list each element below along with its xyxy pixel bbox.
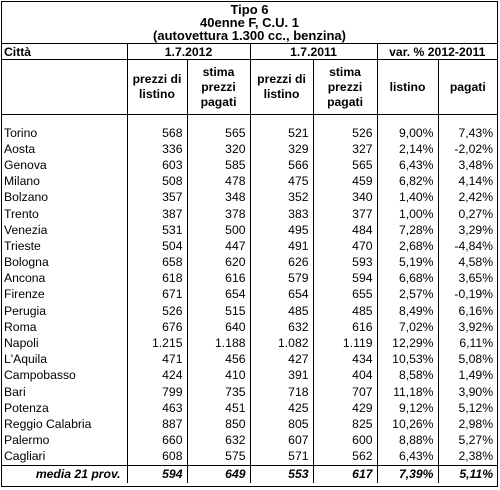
- col-header-var-list: listino: [377, 60, 438, 115]
- var-list-cell: 10,26%: [377, 416, 438, 432]
- city-cell: Perugia: [4, 303, 47, 318]
- list-price-2012-cell: 608: [127, 449, 187, 466]
- city-cell: Napoli: [4, 336, 39, 351]
- list-price-2011-cell: 491: [250, 238, 313, 254]
- paid-price-2012-cell: 378: [187, 206, 250, 222]
- list-price-2011-cell: 718: [250, 384, 313, 400]
- list-price-2011-cell: 521: [250, 125, 313, 141]
- var-list-cell: 6,68%: [377, 271, 438, 287]
- var-list-cell: 9,00%: [377, 125, 438, 141]
- table-row: [2, 271, 497, 287]
- table-row: [2, 238, 497, 254]
- table-row: [2, 368, 497, 384]
- list-price-2012-cell: 660: [127, 433, 187, 449]
- list-price-2012-cell: 887: [127, 416, 187, 432]
- list-price-2012-cell: 618: [127, 271, 187, 287]
- table-row: [2, 125, 497, 141]
- var-list-cell: 8,49%: [377, 303, 438, 319]
- var-list-cell: 8,58%: [377, 368, 438, 384]
- paid-price-2012-cell: 575: [187, 449, 250, 466]
- avg-list-2012: 594: [127, 465, 187, 483]
- city-cell: Trieste: [4, 238, 41, 253]
- var-list-cell: 1,00%: [377, 206, 438, 222]
- paid-price-2012-cell: 447: [187, 238, 250, 254]
- table-row: [2, 416, 497, 432]
- paid-price-2012-cell: 565: [187, 125, 250, 141]
- var-list-cell: 10,53%: [377, 352, 438, 368]
- list-price-2012-cell: 357: [127, 190, 187, 206]
- var-paid-cell: 6,16%: [438, 303, 497, 319]
- city-cell: Ancona: [4, 271, 46, 286]
- paid-price-2011-cell: 459: [313, 174, 377, 190]
- list-price-2012-cell: 568: [127, 125, 187, 141]
- list-price-2011-cell: 571: [250, 449, 313, 466]
- col-header-paid-2012: stima prezzi pagati: [187, 60, 250, 115]
- paid-price-2012-cell: 456: [187, 352, 250, 368]
- paid-price-2011-cell: 655: [313, 287, 377, 303]
- title-line-3: (autovettura 1.300 cc., benzina): [153, 28, 346, 43]
- list-price-2011-cell: 475: [250, 174, 313, 190]
- city-cell: Genova: [4, 157, 47, 172]
- table-row: [2, 319, 497, 335]
- table-title: [2, 2, 497, 43]
- paid-price-2011-cell: 340: [313, 190, 377, 206]
- var-list-cell: 6,43%: [377, 449, 438, 466]
- var-paid-cell: 0,27%: [438, 206, 497, 222]
- table-row: [2, 287, 497, 303]
- var-paid-cell: 4,58%: [438, 255, 497, 271]
- var-paid-cell: 2,98%: [438, 416, 497, 432]
- list-price-2011-cell: 607: [250, 433, 313, 449]
- paid-price-2011-cell: 594: [313, 271, 377, 287]
- list-price-2012-cell: 531: [127, 222, 187, 238]
- city-cell: Bari: [4, 384, 26, 399]
- paid-price-2011-cell: 434: [313, 352, 377, 368]
- list-price-2011-cell: 495: [250, 222, 313, 238]
- paid-price-2011-cell: 470: [313, 238, 377, 254]
- list-price-2012-cell: 526: [127, 303, 187, 319]
- spacer-row: [2, 115, 497, 126]
- paid-price-2012-cell: 616: [187, 271, 250, 287]
- var-paid-cell: 2,42%: [438, 190, 497, 206]
- paid-price-2012-cell: 410: [187, 368, 250, 384]
- paid-price-2011-cell: 429: [313, 400, 377, 416]
- average-label: media 21 prov.: [2, 465, 127, 483]
- title-line-2: 40enne F, C.U. 1: [200, 15, 299, 30]
- var-list-cell: 2,68%: [377, 238, 438, 254]
- var-paid-cell: 3,29%: [438, 222, 497, 238]
- city-cell: Reggio Calabria: [4, 416, 92, 431]
- list-price-2012-cell: 463: [127, 400, 187, 416]
- var-list-cell: 9,12%: [377, 400, 438, 416]
- paid-price-2012-cell: 515: [187, 303, 250, 319]
- city-cell: Torino: [4, 125, 38, 140]
- var-list-cell: 7,02%: [377, 319, 438, 335]
- var-paid-cell: 5,27%: [438, 433, 497, 449]
- table-row: [2, 222, 497, 238]
- paid-price-2011-cell: 825: [313, 416, 377, 432]
- table-row: [2, 433, 497, 449]
- paid-price-2012-cell: 850: [187, 416, 250, 432]
- list-price-2011-cell: 1.082: [250, 335, 313, 351]
- paid-price-2012-cell: 640: [187, 319, 250, 335]
- paid-price-2012-cell: 632: [187, 433, 250, 449]
- var-paid-cell: 4,14%: [438, 174, 497, 190]
- list-price-2012-cell: 658: [127, 255, 187, 271]
- city-cell: Cagliari: [4, 449, 46, 464]
- list-price-2011-cell: 329: [250, 141, 313, 157]
- table-row: [2, 335, 497, 351]
- city-cell: Firenze: [4, 287, 45, 302]
- var-list-cell: 2,57%: [377, 287, 438, 303]
- average-row: [2, 465, 497, 483]
- list-price-2012-cell: 336: [127, 141, 187, 157]
- paid-price-2011-cell: 565: [313, 157, 377, 173]
- list-price-2011-cell: 391: [250, 368, 313, 384]
- city-cell: Trento: [4, 206, 39, 221]
- city-cell: Venezia: [4, 222, 48, 237]
- var-paid-cell: 3,90%: [438, 384, 497, 400]
- paid-price-2011-cell: 1.119: [313, 335, 377, 351]
- paid-price-2011-cell: 327: [313, 141, 377, 157]
- header-row-1: [2, 44, 497, 60]
- avg-paid-2012: 649: [187, 465, 250, 483]
- paid-price-2011-cell: 377: [313, 206, 377, 222]
- table-row: [2, 157, 497, 173]
- table-row: [2, 141, 497, 157]
- var-list-cell: 2,14%: [377, 141, 438, 157]
- paid-price-2012-cell: 348: [187, 190, 250, 206]
- table-row: [2, 206, 497, 222]
- table-row: [2, 384, 497, 400]
- header-row-2: [2, 60, 497, 115]
- var-list-cell: 7,28%: [377, 222, 438, 238]
- var-list-cell: 5,19%: [377, 255, 438, 271]
- var-paid-cell: 6,11%: [438, 335, 497, 351]
- paid-price-2012-cell: 620: [187, 255, 250, 271]
- var-paid-cell: -0,19%: [438, 287, 497, 303]
- avg-paid-2011: 617: [313, 465, 377, 483]
- list-price-2012-cell: 424: [127, 368, 187, 384]
- list-price-2012-cell: 676: [127, 319, 187, 335]
- list-price-2011-cell: 626: [250, 255, 313, 271]
- list-price-2012-cell: 508: [127, 174, 187, 190]
- table-row: [2, 352, 497, 368]
- list-price-2012-cell: 504: [127, 238, 187, 254]
- var-paid-cell: 7,43%: [438, 125, 497, 141]
- avg-var-paid: 5,11%: [438, 465, 497, 483]
- paid-price-2011-cell: 484: [313, 222, 377, 238]
- list-price-2012-cell: 799: [127, 384, 187, 400]
- var-list-cell: 8,88%: [377, 433, 438, 449]
- var-list-cell: 11,18%: [377, 384, 438, 400]
- col-header-blank: [2, 60, 127, 115]
- var-list-cell: 1,40%: [377, 190, 438, 206]
- city-cell: L'Aquila: [4, 352, 47, 367]
- col-header-list-2012: prezzi di listino: [127, 60, 187, 115]
- city-cell: Roma: [4, 319, 37, 334]
- var-paid-cell: 3,92%: [438, 319, 497, 335]
- city-cell: Milano: [4, 174, 40, 189]
- col-header-2012: 1.7.2012: [127, 44, 250, 60]
- var-list-cell: 12,29%: [377, 335, 438, 351]
- table-row: [2, 400, 497, 416]
- table-row: [2, 190, 497, 206]
- var-paid-cell: 5,08%: [438, 352, 497, 368]
- var-list-cell: 6,43%: [377, 157, 438, 173]
- city-cell: Bolzano: [4, 190, 49, 205]
- var-paid-cell: 5,12%: [438, 400, 497, 416]
- list-price-2012-cell: 603: [127, 157, 187, 173]
- paid-price-2011-cell: 526: [313, 125, 377, 141]
- paid-price-2011-cell: 562: [313, 449, 377, 466]
- var-paid-cell: -2,02%: [438, 141, 497, 157]
- list-price-2012-cell: 1.215: [127, 335, 187, 351]
- list-price-2011-cell: 427: [250, 352, 313, 368]
- list-price-2011-cell: 632: [250, 319, 313, 335]
- city-cell: Potenza: [4, 400, 49, 415]
- city-cell: Bologna: [4, 255, 49, 270]
- var-paid-cell: 2,38%: [438, 449, 497, 466]
- paid-price-2012-cell: 1.188: [187, 335, 250, 351]
- col-header-variation: var. % 2012-2011: [377, 44, 497, 60]
- paid-price-2011-cell: 600: [313, 433, 377, 449]
- list-price-2011-cell: 579: [250, 271, 313, 287]
- paid-price-2011-cell: 707: [313, 384, 377, 400]
- paid-price-2011-cell: 404: [313, 368, 377, 384]
- paid-price-2011-cell: 485: [313, 303, 377, 319]
- col-header-2011: 1.7.2011: [250, 44, 377, 60]
- list-price-2012-cell: 671: [127, 287, 187, 303]
- paid-price-2012-cell: 500: [187, 222, 250, 238]
- insurance-price-table: [2, 43, 497, 483]
- var-paid-cell: 3,65%: [438, 271, 497, 287]
- paid-price-2012-cell: 320: [187, 141, 250, 157]
- col-header-city: Città: [2, 44, 127, 60]
- table-row: [2, 449, 497, 466]
- avg-list-2011: 553: [250, 465, 313, 483]
- title-line-1: Tipo 6: [230, 2, 269, 17]
- avg-var-list: 7,39%: [377, 465, 438, 483]
- var-paid-cell: 3,48%: [438, 157, 497, 173]
- paid-price-2012-cell: 654: [187, 287, 250, 303]
- paid-price-2012-cell: 585: [187, 157, 250, 173]
- list-price-2011-cell: 485: [250, 303, 313, 319]
- list-price-2012-cell: 471: [127, 352, 187, 368]
- paid-price-2012-cell: 735: [187, 384, 250, 400]
- list-price-2012-cell: 387: [127, 206, 187, 222]
- table-row: [2, 303, 497, 319]
- city-cell: Aosta: [4, 141, 36, 156]
- paid-price-2011-cell: 616: [313, 319, 377, 335]
- paid-price-2012-cell: 478: [187, 174, 250, 190]
- list-price-2011-cell: 566: [250, 157, 313, 173]
- list-price-2011-cell: 805: [250, 416, 313, 432]
- table-row: [2, 174, 497, 190]
- paid-price-2012-cell: 451: [187, 400, 250, 416]
- city-cell: Campobasso: [4, 368, 76, 383]
- city-cell: Palermo: [4, 433, 50, 448]
- list-price-2011-cell: 425: [250, 400, 313, 416]
- list-price-2011-cell: 352: [250, 190, 313, 206]
- list-price-2011-cell: 383: [250, 206, 313, 222]
- col-header-var-paid: pagati: [438, 60, 497, 115]
- var-paid-cell: -4,84%: [438, 238, 497, 254]
- col-header-list-2011: prezzi di listino: [250, 60, 313, 115]
- table-row: [2, 255, 497, 271]
- var-list-cell: 6,82%: [377, 174, 438, 190]
- var-paid-cell: 1,49%: [438, 368, 497, 384]
- price-table-panel: [1, 1, 498, 487]
- paid-price-2011-cell: 593: [313, 255, 377, 271]
- list-price-2011-cell: 654: [250, 287, 313, 303]
- col-header-paid-2011: stima prezzi pagati: [313, 60, 377, 115]
